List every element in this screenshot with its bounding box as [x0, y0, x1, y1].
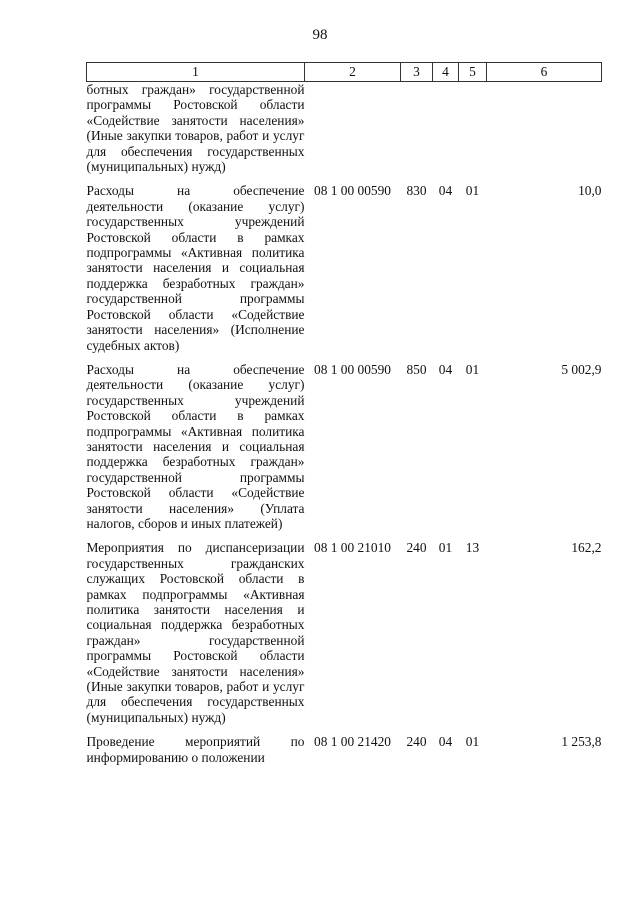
budget-table [86, 62, 602, 765]
row-description: ботных граждан» государственной программы Ростовской области «Содействие занятости населения» (Иные закупки товаров, работ и услуг для обеспечения государственных (муниципальных) нужд) [86, 82, 305, 175]
row-subsection [459, 82, 487, 175]
row-section [433, 82, 459, 175]
row-description: Мероприятия по диспансеризации государственных гражданских служащих Ростовской области в рамках подпрограммы «Активная политика занятости населения и социальная поддержка безработных граждан» государственной программы Ростовской области «Содействие занятости населения» (Иные закупки товаров, работ и услуг для обеспечения государственных (муниципальных) нужд) [86, 540, 305, 725]
row-description: Расходы на обеспечение деятельности (оказание услуг) государственных учреждений Ростовской области в рамках подпрограммы «Активная политика занятости населения и социальная поддержка безработных граждан» государственной программы Ростовской области «Содействие занятости населения» (Исполнение судебных актов) [86, 183, 305, 353]
row-expense-type: 830 [406, 183, 427, 199]
row-description: Расходы на обеспечение деятельности (оказание услуг) государственных учреждений Ростовской области в рамках подпрограммы «Активная политика занятости населения и социальная поддержка безработных граждан» государственной программы Ростовской области «Содействие занятости населения» (Уплата налогов, сборов и иных платежей) [86, 361, 305, 531]
row-target-code: 08 1 00 21420 [314, 734, 391, 750]
table-row [87, 734, 602, 765]
row-section: 01 [438, 540, 453, 556]
row-section: 04 [438, 361, 453, 377]
column-header-6: 6 [487, 63, 602, 82]
row-expense-type: 850 [406, 361, 427, 377]
column-header-1: 1 [87, 63, 305, 82]
table-header-row [87, 63, 602, 82]
column-header-5: 5 [459, 63, 487, 82]
row-target-code: 08 1 00 00590 [314, 183, 391, 199]
row-description: Проведение мероприятий по информированию о положении [86, 734, 305, 765]
row-spacer [87, 725, 602, 734]
row-expense-type: 240 [406, 734, 427, 750]
row-amount: 1 253,8 [561, 734, 602, 750]
row-amount: 5 002,9 [561, 361, 602, 377]
table-row [87, 183, 602, 352]
row-subsection: 01 [465, 361, 480, 377]
row-spacer [87, 531, 602, 540]
row-expense-type: 240 [406, 540, 427, 556]
table-row [87, 540, 602, 725]
row-amount: 162,2 [571, 540, 602, 556]
row-section: 04 [438, 183, 453, 199]
row-target-code: 08 1 00 21010 [314, 540, 391, 556]
row-subsection: 01 [465, 183, 480, 199]
column-header-4: 4 [433, 63, 459, 82]
table-row [87, 82, 602, 175]
row-section: 04 [438, 734, 453, 750]
row-spacer [87, 174, 602, 183]
row-expense-type [401, 82, 433, 175]
row-subsection: 13 [465, 540, 480, 556]
column-header-2: 2 [305, 63, 401, 82]
row-target-code: 08 1 00 00590 [314, 361, 391, 377]
row-target-code [305, 82, 401, 175]
table-row [87, 362, 602, 531]
row-spacer [87, 353, 602, 362]
row-amount [487, 82, 602, 175]
row-amount: 10,0 [578, 183, 602, 199]
page-number: 98 [312, 27, 328, 43]
row-subsection: 01 [465, 734, 480, 750]
column-header-3: 3 [401, 63, 433, 82]
